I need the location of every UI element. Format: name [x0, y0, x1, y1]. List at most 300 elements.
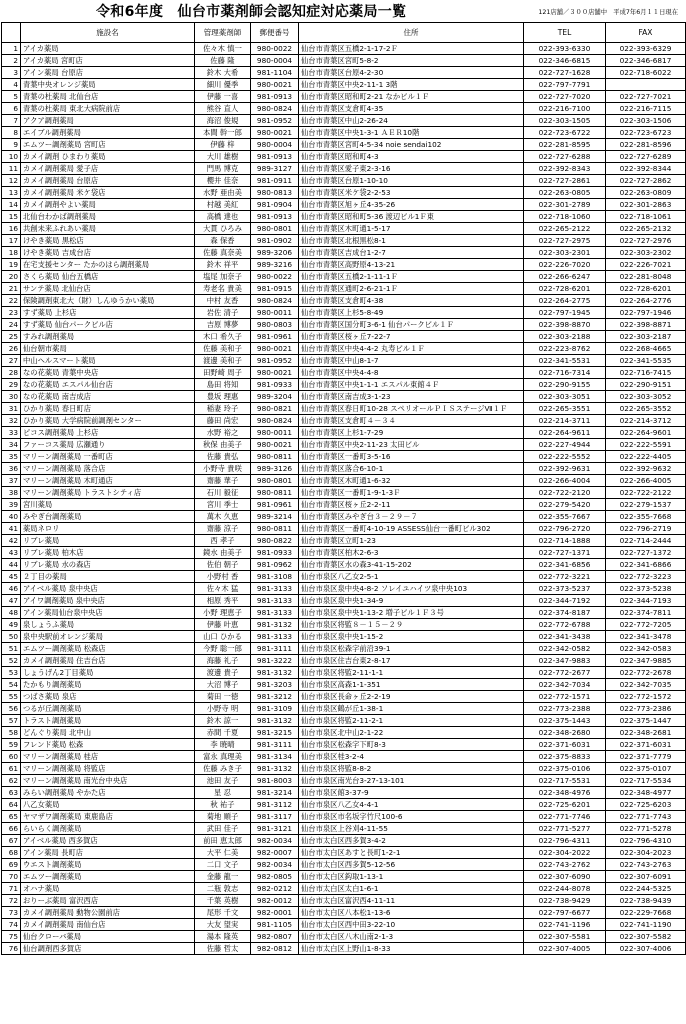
- pharmacy-name: マリーン調剤薬局 トラストシティ店: [21, 487, 195, 499]
- postal-code: 981-1105: [251, 919, 299, 931]
- tel-number: 022-371-6031: [524, 739, 606, 751]
- tel-number: 022-727-6288: [524, 151, 606, 163]
- row-number: 49: [2, 619, 21, 631]
- tel-number: 022-727-1371: [524, 547, 606, 559]
- manager-name: 島田 将知: [195, 379, 251, 391]
- address: 仙台市泉区泉中央1-34-9: [299, 595, 524, 607]
- tel-number: 022-307-4005: [524, 943, 606, 955]
- pharmacy-name: マリーン調剤薬局 南光台中央店: [21, 775, 195, 787]
- address: 仙台市泉区上谷刈4-11-55: [299, 823, 524, 835]
- row-number: 22: [2, 295, 21, 307]
- row-number: 54: [2, 679, 21, 691]
- row-number: 33: [2, 427, 21, 439]
- address: 仙台市泉区将監8-8-2: [299, 763, 524, 775]
- address: 仙台市青葉区台原4-2-30: [299, 67, 524, 79]
- postal-code: 981-3214: [251, 787, 299, 799]
- manager-name: 鈴木 大希: [195, 67, 251, 79]
- table-row: [2, 871, 686, 883]
- fax-number: 022-303-3052: [606, 391, 686, 403]
- tel-number: 022-214-3711: [524, 415, 606, 427]
- fax-number: 022-264-9601: [606, 427, 686, 439]
- postal-code: 982-0007: [251, 847, 299, 859]
- table-row: [2, 91, 686, 103]
- row-number: 35: [2, 451, 21, 463]
- pharmacy-name: マリーン調剤薬局 木町通店: [21, 475, 195, 487]
- postal-code: 982-0034: [251, 859, 299, 871]
- manager-name: 秋保 由美子: [195, 439, 251, 451]
- fax-number: 022-728-6201: [606, 283, 686, 295]
- pharmacy-name: 泉中央駅前オレンジ薬局: [21, 631, 195, 643]
- manager-name: 千葉 英樹: [195, 895, 251, 907]
- postal-code: 981-3133: [251, 631, 299, 643]
- manager-name: 海沼 俊規: [195, 115, 251, 127]
- pharmacy-name: 在宅支援センター たかのはら調剤薬局: [21, 259, 195, 271]
- pharmacy-name: アイン薬局 台原店: [21, 67, 195, 79]
- manager-name: 豊坂 理惠: [195, 391, 251, 403]
- table-row: [2, 79, 686, 91]
- row-number: 50: [2, 631, 21, 643]
- table-row: [2, 679, 686, 691]
- address: 仙台市青葉区国分町3-6-1 仙台パークビル１Ｆ: [299, 319, 524, 331]
- row-number: 57: [2, 715, 21, 727]
- pharmacy-name: みやぎ台調剤薬局: [21, 511, 195, 523]
- tel-number: 022-346-6815: [524, 55, 606, 67]
- manager-name: 水野 亜由美: [195, 187, 251, 199]
- manager-name: 西 孝子: [195, 535, 251, 547]
- postal-code: 981-3134: [251, 751, 299, 763]
- manager-name: 湯本 隆英: [195, 931, 251, 943]
- manager-name: 木口 希久子: [195, 331, 251, 343]
- manager-name: 二瓶 敦志: [195, 883, 251, 895]
- postal-code: 980-0803: [251, 319, 299, 331]
- address: 仙台市泉区八乙女2-5-1: [299, 571, 524, 583]
- pharmacy-name: アイン薬局仙台泉中央店: [21, 607, 195, 619]
- tel-number: 022-393-6330: [524, 43, 606, 55]
- manager-name: 水野 裕之: [195, 427, 251, 439]
- tel-number: 022-375-0106: [524, 763, 606, 775]
- postal-code: 980-0811: [251, 487, 299, 499]
- fax-number: 022-341-6866: [606, 559, 686, 571]
- pharmacy-name: サンテ薬局 北仙台店: [21, 283, 195, 295]
- address: 仙台市泉区高森1-1-351: [299, 679, 524, 691]
- address: 仙台市青葉区南吉成3-1-23: [299, 391, 524, 403]
- col-header-tel: TEL: [524, 23, 606, 43]
- row-number: 20: [2, 271, 21, 283]
- pharmacy-name: ひかり薬局 大学病院前調剤センター: [21, 415, 195, 427]
- postal-code: 989-3206: [251, 247, 299, 259]
- row-number: 23: [2, 307, 21, 319]
- row-number: 45: [2, 571, 21, 583]
- address: 仙台市青葉区上杉1-7-29: [299, 427, 524, 439]
- table-row: [2, 499, 686, 511]
- row-number: 15: [2, 211, 21, 223]
- pharmacy-name: リブレ薬局 水の森店: [21, 559, 195, 571]
- address: 仙台市泉区鶴が丘1-38-1: [299, 703, 524, 715]
- address: 仙台市青葉区昭和町2-21 なかビル１Ｆ: [299, 91, 524, 103]
- address: 仙台市青葉区木町通1-6-32: [299, 475, 524, 487]
- manager-name: 吉原 博夢: [195, 319, 251, 331]
- postal-code: 981-3133: [251, 595, 299, 607]
- pharmacy-name: すず薬局 仙台パークビル店: [21, 319, 195, 331]
- pharmacy-name: すず薬局 上杉店: [21, 307, 195, 319]
- fax-number: 022-355-7668: [606, 511, 686, 523]
- table-row: [2, 799, 686, 811]
- table-row: [2, 703, 686, 715]
- postal-code: 980-0011: [251, 307, 299, 319]
- pharmacy-name: ２丁目の薬局: [21, 571, 195, 583]
- fax-number: 022-281-8596: [606, 139, 686, 151]
- fax-number: 022-342-0583: [606, 643, 686, 655]
- postal-code: 981-0913: [251, 91, 299, 103]
- address: 仙台市青葉区水の森3-41-15-202: [299, 559, 524, 571]
- tel-number: 022-281-8595: [524, 139, 606, 151]
- fax-number: 022-341-3478: [606, 631, 686, 643]
- fax-number: 022-796-2719: [606, 523, 686, 535]
- page-note: 121店舗／３００店舗中 平成7年6月１１日現在: [538, 9, 678, 16]
- tel-number: 022-341-6856: [524, 559, 606, 571]
- fax-number: 022-303-2302: [606, 247, 686, 259]
- row-number: 44: [2, 559, 21, 571]
- pharmacy-name: アイワ調剤薬局 泉中央店: [21, 595, 195, 607]
- manager-name: 池田 友子: [195, 775, 251, 787]
- postal-code: 981-3117: [251, 811, 299, 823]
- table-row: [2, 535, 686, 547]
- row-number: 18: [2, 247, 21, 259]
- manager-name: 田野崎 周子: [195, 367, 251, 379]
- table-row: [2, 787, 686, 799]
- table-row: [2, 475, 686, 487]
- row-number: 5: [2, 91, 21, 103]
- postal-code: 980-0821: [251, 403, 299, 415]
- address: 仙台市青葉区落合6-10-1: [299, 463, 524, 475]
- row-number: 64: [2, 799, 21, 811]
- tel-number: 022-392-9631: [524, 463, 606, 475]
- pharmacy-name: カメイ調剤薬局 動物公園前店: [21, 907, 195, 919]
- page-title: 令和6年度 仙台市薬剤師会認知症対応薬局一覧: [96, 4, 407, 20]
- table-row: [2, 427, 686, 439]
- postal-code: 982-0012: [251, 895, 299, 907]
- pharmacy-name: 泉しょうふ薬局: [21, 619, 195, 631]
- table-row: [2, 175, 686, 187]
- table-row: [2, 463, 686, 475]
- postal-code: 981-3132: [251, 667, 299, 679]
- postal-code: 989-3214: [251, 511, 299, 523]
- manager-name: 小野寺 貴咲: [195, 463, 251, 475]
- address: 仙台市青葉区愛子東2-3-16: [299, 163, 524, 175]
- postal-code: 989-3204: [251, 391, 299, 403]
- manager-name: 秋 祐子: [195, 799, 251, 811]
- tel-number: 022-392-8343: [524, 163, 606, 175]
- fax-number: 022-718-1061: [606, 211, 686, 223]
- tel-number: 022-307-6090: [524, 871, 606, 883]
- table-header: [2, 23, 686, 43]
- tel-number: 022-717-5531: [524, 775, 606, 787]
- row-number: 76: [2, 943, 21, 955]
- row-number: 68: [2, 847, 21, 859]
- fax-number: 022-375-1447: [606, 715, 686, 727]
- address: 仙台市青葉区春日町10-28 スペリオールＰＩＳステージⅦ１Ｆ: [299, 403, 524, 415]
- row-number: 61: [2, 763, 21, 775]
- table-row: [2, 931, 686, 943]
- tel-number: 022-741-1196: [524, 919, 606, 931]
- tel-number: 022-743-2762: [524, 859, 606, 871]
- address: 仙台市太白区西多賀3-4-2: [299, 835, 524, 847]
- manager-name: 渡邊 貴子: [195, 667, 251, 679]
- postal-code: 982-0001: [251, 907, 299, 919]
- fax-number: 022-714-2444: [606, 535, 686, 547]
- table-row: [2, 619, 686, 631]
- manager-name: 小野 理恵子: [195, 607, 251, 619]
- address: 仙台市青葉区宮町4-5-34 noie sendai102: [299, 139, 524, 151]
- table-row: [2, 631, 686, 643]
- postal-code: 980-0021: [251, 79, 299, 91]
- manager-name: 高橋 達也: [195, 211, 251, 223]
- row-number: 21: [2, 283, 21, 295]
- manager-name: 櫻井 佳奈: [195, 175, 251, 187]
- tel-number: 022-772-2677: [524, 667, 606, 679]
- row-number: 47: [2, 595, 21, 607]
- fax-number: 022-290-9151: [606, 379, 686, 391]
- pharmacy-name: アイカ薬局: [21, 43, 195, 55]
- pharmacy-name: すみれ調剤薬局: [21, 331, 195, 343]
- address: 仙台市太白区富沢西4-11-11: [299, 895, 524, 907]
- postal-code: 980-0021: [251, 439, 299, 451]
- fax-number: 022-398-8871: [606, 319, 686, 331]
- row-number: 6: [2, 103, 21, 115]
- manager-name: 細川 優季: [195, 79, 251, 91]
- manager-name: 稲妻 玲子: [195, 403, 251, 415]
- pharmacy-name: 中山ヘルスマート薬局: [21, 355, 195, 367]
- fax-number: 022-741-1190: [606, 919, 686, 931]
- fax-number: 022-264-2776: [606, 295, 686, 307]
- pharmacy-name: カメイ調剤 ひまわり薬局: [21, 151, 195, 163]
- pharmacy-name: 共創未来ふれあい薬局: [21, 223, 195, 235]
- fax-number: 022-796-4310: [606, 835, 686, 847]
- manager-name: 赤間 千夏: [195, 727, 251, 739]
- table-row: [2, 775, 686, 787]
- postal-code: 981-3132: [251, 763, 299, 775]
- pharmacy-name: おりーぶ薬局 富沢西店: [21, 895, 195, 907]
- fax-number: 022-727-1372: [606, 547, 686, 559]
- fax-number: 022-393-6329: [606, 43, 686, 55]
- tel-number: 022-226-7020: [524, 259, 606, 271]
- table-row: [2, 295, 686, 307]
- table-row: [2, 595, 686, 607]
- row-number: 40: [2, 511, 21, 523]
- manager-name: 星 忍: [195, 787, 251, 799]
- postal-code: 981-3203: [251, 679, 299, 691]
- address: 仙台市青葉区中央1-3-1 ＡＥＲ10階: [299, 127, 524, 139]
- fax-number: 022-743-2763: [606, 859, 686, 871]
- table-header-row: [2, 23, 686, 43]
- tel-number: 022-727-2975: [524, 235, 606, 247]
- address: 仙台市青葉区桜ヶ丘2-2-11: [299, 499, 524, 511]
- address: 仙台市泉区南光台3-27-13-101: [299, 775, 524, 787]
- postal-code: 981-0911: [251, 175, 299, 187]
- fax-number: 022-347-9885: [606, 655, 686, 667]
- address: 仙台市青葉区上杉5-8-49: [299, 307, 524, 319]
- fax-number: 022-371-6031: [606, 739, 686, 751]
- pharmacy-name: アイベル薬局 泉中央店: [21, 583, 195, 595]
- address: 仙台市太白区八本松1-13-6: [299, 907, 524, 919]
- postal-code: 982-0805: [251, 871, 299, 883]
- table-row: [2, 547, 686, 559]
- address: 仙台市青葉区一番町3-5-16: [299, 451, 524, 463]
- tel-number: 022-375-8833: [524, 751, 606, 763]
- tel-number: 022-348-4976: [524, 787, 606, 799]
- table-row: [2, 847, 686, 859]
- postal-code: 981-3132: [251, 715, 299, 727]
- manager-name: 大沼 博子: [195, 679, 251, 691]
- address: 仙台市青葉区支倉町4-38: [299, 295, 524, 307]
- col-header-fax: FAX: [606, 23, 686, 43]
- pharmacy-name: 仙台調剤西多賀店: [21, 943, 195, 955]
- tel-number: 022-265-3551: [524, 403, 606, 415]
- pharmacy-name: みらい調剤薬局 やかた店: [21, 787, 195, 799]
- tel-number: 022-398-8870: [524, 319, 606, 331]
- pharmacy-name: けやき薬局 黒松店: [21, 235, 195, 247]
- row-number: 42: [2, 535, 21, 547]
- row-number: 7: [2, 115, 21, 127]
- table-row: [2, 835, 686, 847]
- address: 仙台市太白区鈎取1-13-1: [299, 871, 524, 883]
- fax-number: 022-222-4405: [606, 451, 686, 463]
- address: 仙台市青葉区昭和町5-36 渡辺ビル1Ｆ東: [299, 211, 524, 223]
- col-header-manager: 管理薬剤師: [195, 23, 251, 43]
- manager-name: 齋藤 涼子: [195, 523, 251, 535]
- row-number: 58: [2, 727, 21, 739]
- tel-number: 022-373-5237: [524, 583, 606, 595]
- pharmacy-name: リブレ薬局 柏木店: [21, 547, 195, 559]
- table-row: [2, 223, 686, 235]
- pharmacy-name: マリーン調剤薬局 将監店: [21, 763, 195, 775]
- tel-number: 022-773-2388: [524, 703, 606, 715]
- address: 仙台市泉区泉中央1-15-2: [299, 631, 524, 643]
- postal-code: 981-0902: [251, 235, 299, 247]
- tel-number: 022-738-9429: [524, 895, 606, 907]
- table-row: [2, 511, 686, 523]
- tel-number: 022-771-5277: [524, 823, 606, 835]
- tel-number: 022-375-1443: [524, 715, 606, 727]
- row-number: 48: [2, 607, 21, 619]
- postal-code: 981-3109: [251, 703, 299, 715]
- row-number: 66: [2, 823, 21, 835]
- manager-name: 佐藤 美和子: [195, 343, 251, 355]
- tel-number: 022-216-7100: [524, 103, 606, 115]
- pharmacy-name: トラスト調剤薬局: [21, 715, 195, 727]
- postal-code: 981-3133: [251, 583, 299, 595]
- tel-number: 022-727-7020: [524, 91, 606, 103]
- table-row: [2, 655, 686, 667]
- manager-name: 富永 真理美: [195, 751, 251, 763]
- table-row: [2, 67, 686, 79]
- row-number: 24: [2, 319, 21, 331]
- manager-name: 石川 毅征: [195, 487, 251, 499]
- address: 仙台市青葉区五橋2-1-17-2Ｆ: [299, 43, 524, 55]
- address: 仙台市青葉区中央2-11-23 太田ビル: [299, 439, 524, 451]
- pharmacy-name: アクア調剤薬局: [21, 115, 195, 127]
- table-row: [2, 151, 686, 163]
- table-body: [2, 43, 686, 955]
- fax-number: 022-344-7193: [606, 595, 686, 607]
- manager-name: 相原 秀平: [195, 595, 251, 607]
- fax-number: 022-348-4977: [606, 787, 686, 799]
- pharmacy-name: エムツー調剤薬局 松森店: [21, 643, 195, 655]
- pharmacy-name: 仙台クローバ薬局: [21, 931, 195, 943]
- row-number: 26: [2, 343, 21, 355]
- postal-code: 980-0811: [251, 451, 299, 463]
- manager-name: 大平 仁美: [195, 847, 251, 859]
- pharmacy-name: フレンド薬局 松森: [21, 739, 195, 751]
- row-number: 53: [2, 667, 21, 679]
- col-header-address: 住所: [299, 23, 524, 43]
- tel-number: 022-264-9611: [524, 427, 606, 439]
- postal-code: 981-3132: [251, 619, 299, 631]
- tel-number: 022-227-4944: [524, 439, 606, 451]
- postal-code: 982-0212: [251, 883, 299, 895]
- manager-name: 佐々木 慎一: [195, 43, 251, 55]
- fax-number: 022-214-3712: [606, 415, 686, 427]
- postal-code: 981-0913: [251, 211, 299, 223]
- manager-name: 村越 美紅: [195, 199, 251, 211]
- manager-name: 伊藤 一喜: [195, 91, 251, 103]
- postal-code: 981-0933: [251, 379, 299, 391]
- row-number: 67: [2, 835, 21, 847]
- tel-number: 022-796-2720: [524, 523, 606, 535]
- table-row: [2, 715, 686, 727]
- address: 仙台市青葉区吉成台1-2-7: [299, 247, 524, 259]
- fax-number: 022-216-7115: [606, 103, 686, 115]
- table-row: [2, 607, 686, 619]
- manager-name: 佐藤 哲太: [195, 943, 251, 955]
- manager-name: 熊谷 直人: [195, 103, 251, 115]
- fax-number: [606, 79, 686, 91]
- tel-number: 022-279-5420: [524, 499, 606, 511]
- postal-code: 980-0801: [251, 223, 299, 235]
- manager-name: 鏡水 由美子: [195, 547, 251, 559]
- col-header-name: 施設名: [21, 23, 195, 43]
- address: 仙台市太白区太白1-6-1: [299, 883, 524, 895]
- table-row: [2, 727, 686, 739]
- address: 仙台市青葉区旭ヶ丘4-35-26: [299, 199, 524, 211]
- fax-number: 022-268-4665: [606, 343, 686, 355]
- row-number: 13: [2, 187, 21, 199]
- row-number: 70: [2, 871, 21, 883]
- table-row: [2, 907, 686, 919]
- pharmacy-name: 宮川薬局: [21, 499, 195, 511]
- tel-number: 022-344-7192: [524, 595, 606, 607]
- fax-number: 022-797-1946: [606, 307, 686, 319]
- table-row: [2, 163, 686, 175]
- pharmacy-name: オハナ薬局: [21, 883, 195, 895]
- fax-number: 022-738-9439: [606, 895, 686, 907]
- manager-name: 菊田 一徳: [195, 691, 251, 703]
- fax-number: 022-229-7668: [606, 907, 686, 919]
- row-number: 9: [2, 139, 21, 151]
- postal-code: 981-0933: [251, 547, 299, 559]
- pharmacy-name: 八乙女薬局: [21, 799, 195, 811]
- postal-code: 981-3111: [251, 739, 299, 751]
- row-number: 36: [2, 463, 21, 475]
- address: 仙台市泉区桂3-2-4: [299, 751, 524, 763]
- table-row: [2, 751, 686, 763]
- fax-number: 022-374-7811: [606, 607, 686, 619]
- tel-number: 022-772-1571: [524, 691, 606, 703]
- manager-name: 中村 友香: [195, 295, 251, 307]
- postal-code: 982-0812: [251, 943, 299, 955]
- tel-number: 022-303-2188: [524, 331, 606, 343]
- row-number: 62: [2, 775, 21, 787]
